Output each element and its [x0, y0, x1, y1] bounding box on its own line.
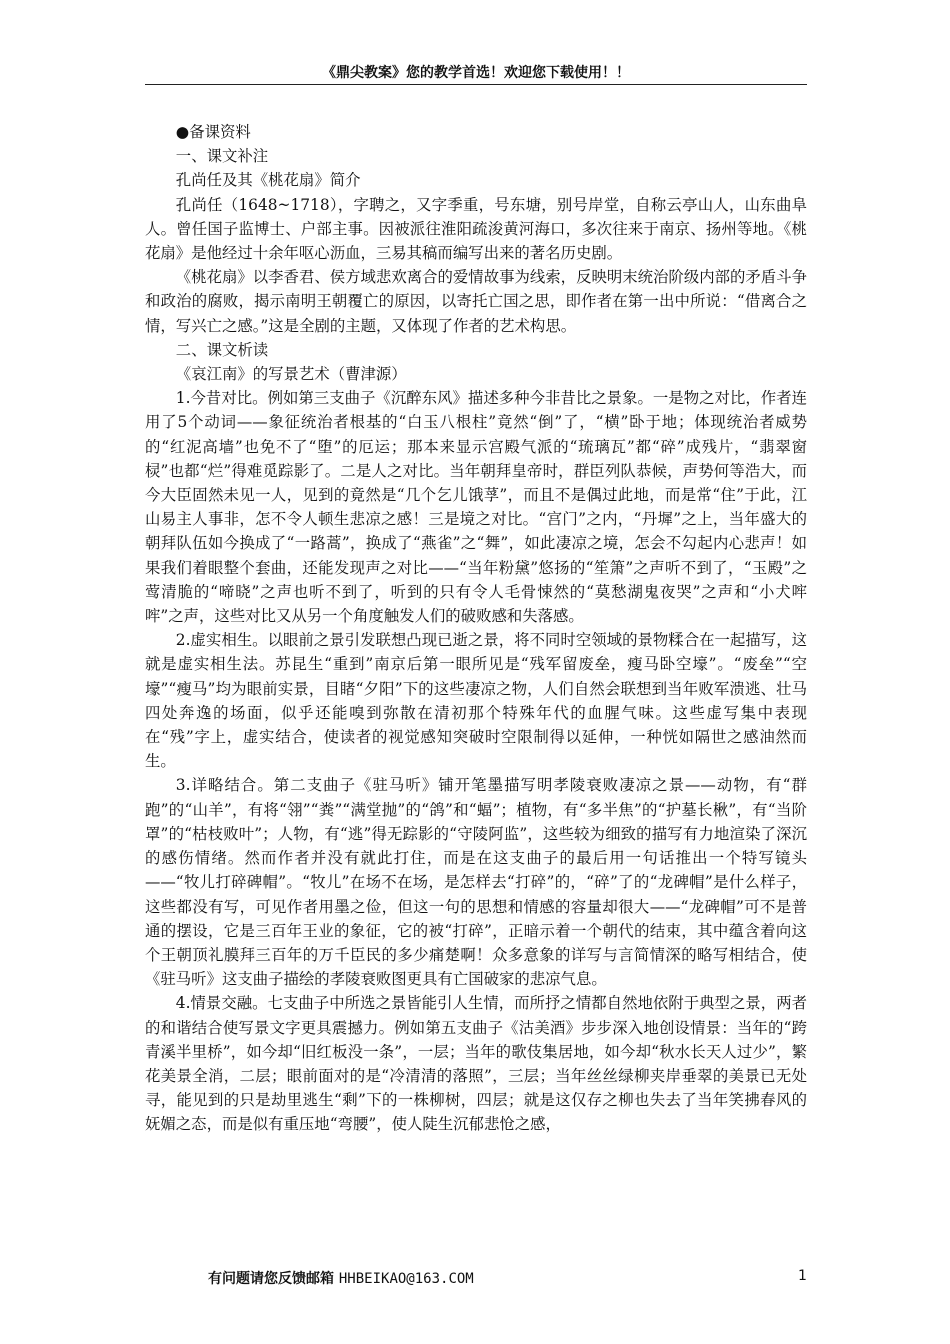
paragraph: 2.虚实相生。以眼前之景引发联想凸现已逝之景，将不同时空领域的景物糅合在一起描写，这就是虚实相生法。苏昆生“重到”南京后第一眼所见是“残军留废垒，瘦马卧空壕”。“废垒”“空壕”“瘦马”均为眼前实景，目睹“夕阳”下的这些凄凉之物，人们自然会联想到当年败军溃逃、壮马四处奔逸的场面，似乎还能嗅到弥散在清初那个特殊年代的血腥气味。这些虚写集中表现在“残”字上，虚实结合，使读者的视觉感知突破时空限制得以延伸，一种恍如隔世之感油然而生。: [145, 631, 807, 771]
section-heading: 二、课文析读: [175, 340, 269, 359]
header-divider: [145, 84, 807, 85]
section-heading: 一、课文补注: [175, 147, 269, 166]
paragraph: 孔尚任（1648~1718），字聘之，又字季重，号东塘，别号岸堂，自称云亭山人，山东曲阜人。曾任国子监博士、户部主事。因被派往淮阳疏浚黄河海口，多次往来于南京、扬州等地。《桃花扇》是他经过十余年呕心沥血，三易其稿而编写出来的著名历史剧。: [145, 195, 807, 263]
feedback-label: 有问题请您反馈邮箱: [208, 1271, 334, 1287]
paragraph: 4.情景交融。七支曲子中所选之景皆能引人生情，而所抒之情都自然地依附于典型之景，两者的和谐结合使写景文字更具震撼力。例如第五支曲子《沽美酒》步步深入地创设情景：当年的“跨青溪半里桥”，如今却“旧红板没一条”，一层；当年的歌伎集居地，如今却“秋水长天人过少”，繁花美景全消，二层；眼前面对的是“冷清清的落照”，三层；当年丝丝绿柳夹岸垂翠的美景已无处寻，能见到的只是劫里逃生“剩”下的一株柳树，四层；就是这仅存之柳也失去了当年笑拂春风的妩媚之态，而是似有重压地“弯腰”，使人陡生沉郁悲怆之感，: [145, 994, 807, 1134]
document-body: [145, 120, 807, 1137]
feedback-email: HHBEIKAO@163.COM: [338, 1271, 474, 1287]
paragraph: 3.详略结合。第二支曲子《驻马听》铺开笔墨描写明孝陵衰败凄凉之景——动物，有“群跑”的“山羊”，有将“翎”“粪”“满堂抛”的“鸽”和“蝠”；植物，有“多半焦”的“护墓长楸”，有“当阶罩”的“枯枝败叶”；人物，有“逃”得无踪影的“守陵阿监”，这些较为细致的描写有力地渲染了深沉的感伤情绪。然而作者并没有就此打住，而是在这支曲子的最后用一句话推出一个特写镜头——“牧儿打碎碑帽”。“牧儿”在场不在场，是怎样去“打碎”的，“碎”了的“龙碑帽”是什么样子，这些都没有写，可见作者用墨之俭，但这一句的思想和情感的容量却很大——“龙碑帽”可不是普通的摆设，它是三百年王业的象征，它的被“打碎”，正暗示着一个朝代的结束，其中蕴含着向这个王朝顶礼膜拜三百年的万千臣民的多少痛楚啊！众多意象的详写与言简情深的略写相结合，使《驻马听》这支曲子描绘的孝陵衰败图更具有亡国破家的悲凉气息。: [145, 776, 807, 989]
subsection-title: 《哀江南》的写景艺术（曹津源）: [175, 365, 407, 384]
paragraph: 《桃花扇》以李香君、侯方域悲欢离合的爱情故事为线索，反映明末统治阶级内部的矛盾斗争和政治的腐败，揭示南明王朝覆亡的原因，以寄托亡国之思，即作者在第一出中所说：“借离合之情，写兴亡之感。”这是全剧的主题，又体现了作者的艺术构思。: [145, 268, 807, 335]
subsection-title: 孔尚任及其《桃花扇》简介: [175, 171, 361, 190]
page-header: 《鼎尖教案》您的教学首选！欢迎您下载使用！！: [322, 65, 630, 81]
paragraph: 1.今昔对比。例如第三支曲子《沉醉东风》描述多种今非昔比之景象。一是物之对比，作者连用了5个动词——象征统治者根基的“白玉八根柱”竟然“倒”了，“横”卧于地；体现统治者威势的“红泥高墙”也免不了“堕”的厄运；那本来显示宫殿气派的“琉璃瓦”都“碎”成残片，“翡翠窗棂”也都“烂”得难觅踪影了。二是人之对比。当年朝拜皇帝时，群臣列队恭候，声势何等浩大，而今大臣固然未见一人，见到的竟然是“几个乞儿饿莩”，而且不是偶过此地，而是常“住”于此，江山易主人事非，怎不令人顿生悲凉之感！三是境之对比。“宫门”之内，“丹墀”之上，当年盛大的朝拜队伍如今换成了“一路蒿”，换成了“燕雀”之“舞”，如此凄凉之境，怎会不勾起内心悲声！如果我们着眼整个套曲，还能发现声之对比——“当年粉黛”悠扬的“笙箫”之声听不到了，“玉殿”之莺清脆的“啼晓”之声也听不到了，听到的只有令人毛骨悚然的“莫愁湖鬼夜哭”之声和“小犬哰哰”之声，这些对比又从另一个角度触发人们的破败感和失落感。: [145, 389, 807, 626]
section-marker: ●备课资料: [175, 123, 251, 141]
footer-feedback: [208, 1268, 474, 1288]
page-number: 1: [798, 1268, 807, 1284]
